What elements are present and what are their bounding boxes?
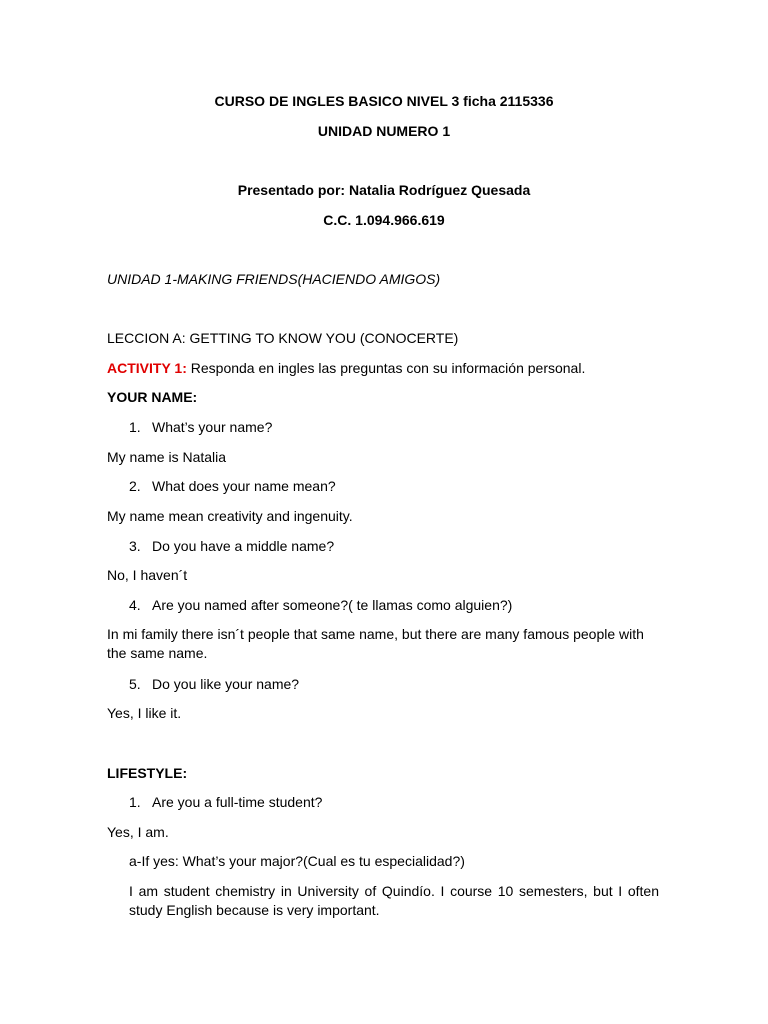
sub-answer: I am student chemistry in University of Quindío. I course 10 semesters, but I often study English because is very important. — [129, 883, 659, 918]
question-text: Do you have a middle name? — [152, 538, 335, 554]
sub-question: a-If yes: What’s your major?(Cual es tu especialidad?) — [129, 853, 465, 869]
question-number: 4. — [129, 597, 141, 613]
question-number: 1. — [129, 794, 141, 810]
unit-title: UNIDAD NUMERO 1 — [317, 123, 451, 139]
unit-heading: UNIDAD 1-MAKING FRIENDS(HACIENDO AMIGOS) — [107, 271, 441, 287]
answer-text: Yes, I am. — [107, 824, 169, 840]
question-item — [129, 675, 299, 693]
lifestyle-heading: LIFESTYLE: — [107, 765, 188, 781]
question-number: 1. — [129, 419, 141, 435]
question-item — [129, 537, 334, 555]
activity-instruction: Responda en ingles las preguntas con su información personal. — [186, 360, 586, 376]
answer-text: No, I haven´t — [107, 567, 188, 583]
question-text: Are you a full-time student? — [152, 794, 323, 810]
your-name-heading: YOUR NAME: — [107, 389, 198, 405]
question-number: 5. — [129, 676, 141, 692]
question-item — [129, 793, 322, 811]
answer-text: Yes, I like it. — [107, 705, 182, 721]
presented-by: Presentado por: Natalia Rodríguez Quesada — [237, 182, 531, 198]
lesson-heading: LECCION A: GETTING TO KNOW YOU (CONOCERTE) — [107, 330, 459, 346]
answer-text: My name is Natalia — [107, 449, 227, 465]
question-text: Do you like your name? — [152, 676, 300, 692]
question-text: What does your name mean? — [152, 478, 336, 494]
id-number: C.C. 1.094.966.619 — [323, 212, 445, 228]
question-item — [129, 477, 336, 495]
course-title: CURSO DE INGLES BASICO NIVEL 3 ficha 2115336 — [214, 93, 554, 109]
answer-text: In mi family there isn´t people that same name, but there are many famous people with the same name. — [107, 626, 644, 661]
question-text: Are you named after someone?( te llamas como alguien?) — [152, 597, 513, 613]
question-number: 2. — [129, 478, 141, 494]
question-text: What’s your name? — [152, 419, 273, 435]
question-number: 3. — [129, 538, 141, 554]
activity-label: ACTIVITY 1: — [107, 360, 187, 376]
activity-line — [107, 359, 585, 377]
answer-text: My name mean creativity and ingenuity. — [107, 508, 353, 524]
question-item — [129, 418, 272, 436]
question-item — [129, 596, 512, 614]
